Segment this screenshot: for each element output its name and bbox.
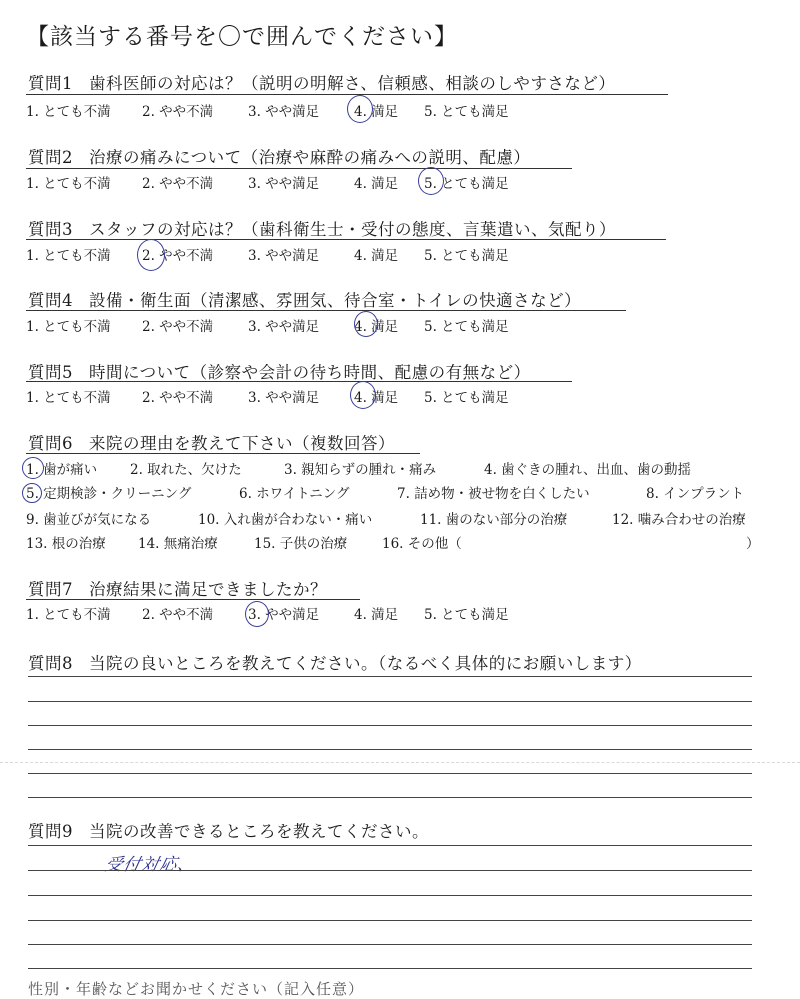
question-7-underline	[26, 599, 360, 600]
question-5-text: 時間について（診察や会計の待ち時間、配慮の有無など）	[89, 363, 531, 382]
question-6-title	[28, 430, 395, 454]
q5-option-5[interactable]: 5. とても満足	[424, 390, 509, 406]
q4-option-1[interactable]: 1. とても不満	[26, 319, 111, 335]
q8-write-line-4[interactable]	[28, 749, 752, 750]
question-5-label: 質問5	[28, 363, 73, 382]
q2-option-5[interactable]: 5. とても満足	[424, 176, 509, 192]
question-9-label: 質問9	[28, 822, 73, 841]
q8-write-line-3[interactable]	[28, 725, 752, 726]
q5-option-4[interactable]: 4. 満足	[354, 390, 399, 406]
question-3-underline	[26, 239, 666, 240]
q6-option-5[interactable]: 5. 定期検診・クリーニング	[26, 486, 192, 502]
question-7-label: 質問7	[28, 580, 73, 599]
question-1-title	[28, 70, 615, 94]
q6-option-4[interactable]: 4. 歯ぐきの腫れ、出血、歯の動揺	[484, 462, 691, 478]
question-7-title	[28, 576, 327, 600]
q1-option-3[interactable]: 3. やや満足	[248, 104, 320, 120]
question-1-text: 歯科医師の対応は？（説明の明解さ、信頼感、相談のしやすさなど）	[89, 74, 616, 93]
q7-option-3[interactable]: 3. やや満足	[248, 607, 320, 623]
q6-option-12[interactable]: 12. 噛み合わせの治療	[612, 512, 746, 528]
q4-option-4[interactable]: 4. 満足	[354, 319, 399, 335]
question-6-label: 質問6	[28, 434, 73, 453]
q6-other-close-paren: ）	[746, 536, 760, 552]
q6-option-11[interactable]: 11. 歯のない部分の治療	[420, 512, 568, 528]
q7-option-4[interactable]: 4. 満足	[354, 607, 399, 623]
question-4-label: 質問4	[28, 291, 73, 310]
q1-option-4[interactable]: 4. 満足	[354, 104, 399, 120]
question-4-underline	[26, 310, 626, 311]
question-8-label: 質問8	[28, 654, 73, 673]
q6-option-3[interactable]: 3. 親知らずの腫れ・痛み	[284, 462, 437, 478]
q7-option-2[interactable]: 2. やや不満	[142, 607, 214, 623]
q9-write-line-6[interactable]	[28, 968, 752, 969]
q8-write-line-6[interactable]	[28, 797, 752, 798]
scan-fold-line	[0, 762, 800, 763]
q5-option-2[interactable]: 2. やや不満	[142, 390, 214, 406]
q3-option-3[interactable]: 3. やや満足	[248, 248, 320, 264]
cutoff-footer-text: 性別・年齢などお聞かせください（記入任意）	[28, 980, 365, 998]
q2-option-2[interactable]: 2. やや不満	[142, 176, 214, 192]
q9-write-line-3[interactable]	[28, 895, 752, 896]
question-1-underline	[26, 94, 668, 95]
q6-option-7[interactable]: 7. 詰め物・被せ物を白くしたい	[397, 486, 590, 502]
q6-option-9[interactable]: 9. 歯並びが気になる	[26, 512, 152, 528]
question-2-underline	[26, 168, 572, 169]
q6-option-15[interactable]: 15. 子供の治療	[254, 536, 348, 552]
question-3-text: スタッフの対応は？（歯科衛生士・受付の態度、言葉遣い、気配り）	[89, 220, 616, 239]
q9-write-line-4[interactable]	[28, 920, 752, 921]
q4-option-2[interactable]: 2. やや不満	[142, 319, 214, 335]
q6-option-13[interactable]: 13. 根の治療	[26, 536, 106, 552]
question-7-text: 治療結果に満足できましたか？	[89, 580, 327, 599]
question-2-label: 質問2	[28, 148, 73, 167]
question-2-text: 治療の痛みについて（治療や麻酔の痛みへの説明、配慮）	[89, 148, 531, 167]
q5-option-3[interactable]: 3. やや満足	[248, 390, 320, 406]
q6-option-2[interactable]: 2. 取れた、欠けた	[130, 462, 242, 478]
question-4-title	[28, 287, 581, 311]
question-3-title	[28, 216, 616, 240]
question-6-text: 来院の理由を教えて下さい（複数回答）	[89, 434, 395, 453]
q9-handwritten-answer: 受付対応、	[103, 855, 198, 875]
question-2-title	[28, 144, 530, 168]
q7-option-1[interactable]: 1. とても不満	[26, 607, 111, 623]
question-9-title	[28, 818, 429, 842]
q3-option-5[interactable]: 5. とても満足	[424, 248, 509, 264]
question-6-underline	[26, 453, 420, 454]
q5-option-1[interactable]: 1. とても不満	[26, 390, 111, 406]
q7-option-5[interactable]: 5. とても満足	[424, 607, 509, 623]
page-header: 【該当する番号を〇で囲んでください】	[26, 24, 458, 50]
q1-option-2[interactable]: 2. やや不満	[142, 104, 214, 120]
question-8-text: 当院の良いところを教えてください。（なるべく具体的にお願いします）	[89, 654, 642, 673]
q8-write-line-5[interactable]	[28, 773, 752, 774]
question-5-underline	[26, 381, 572, 382]
q4-option-5[interactable]: 5. とても満足	[424, 319, 509, 335]
question-8-title	[28, 650, 642, 674]
q4-option-3[interactable]: 3. やや満足	[248, 319, 320, 335]
q2-option-3[interactable]: 3. やや満足	[248, 176, 320, 192]
q3-option-2[interactable]: 2. やや不満	[142, 248, 214, 264]
q9-write-line-2[interactable]	[28, 870, 752, 871]
question-3-label: 質問3	[28, 220, 73, 239]
q1-option-1[interactable]: 1. とても不満	[26, 104, 111, 120]
q6-option-14[interactable]: 14. 無痛治療	[138, 536, 218, 552]
q6-option-10[interactable]: 10. 入れ歯が合わない・痛い	[198, 512, 373, 528]
q6-option-8[interactable]: 8. インプラント	[646, 486, 745, 502]
q2-option-1[interactable]: 1. とても不満	[26, 176, 111, 192]
q6-option-1[interactable]: 1. 歯が痛い	[26, 462, 98, 478]
q9-write-line-1[interactable]	[28, 845, 752, 846]
q9-write-line-5[interactable]	[28, 944, 752, 945]
question-9-text: 当院の改善できるところを教えてください。	[89, 822, 429, 841]
question-4-text: 設備・衛生面（清潔感、雰囲気、待合室・トイレの快適さなど）	[89, 291, 582, 310]
q6-option-16[interactable]: 16. その他（	[382, 536, 462, 552]
q2-option-4[interactable]: 4. 満足	[354, 176, 399, 192]
q6-option-6[interactable]: 6. ホワイトニング	[239, 486, 350, 502]
q1-option-5[interactable]: 5. とても満足	[424, 104, 509, 120]
q3-option-4[interactable]: 4. 満足	[354, 248, 399, 264]
question-1-label: 質問1	[28, 74, 73, 93]
q8-write-line-1[interactable]	[28, 676, 752, 677]
q3-option-1[interactable]: 1. とても不満	[26, 248, 111, 264]
question-5-title	[28, 359, 531, 383]
q8-write-line-2[interactable]	[28, 701, 752, 702]
